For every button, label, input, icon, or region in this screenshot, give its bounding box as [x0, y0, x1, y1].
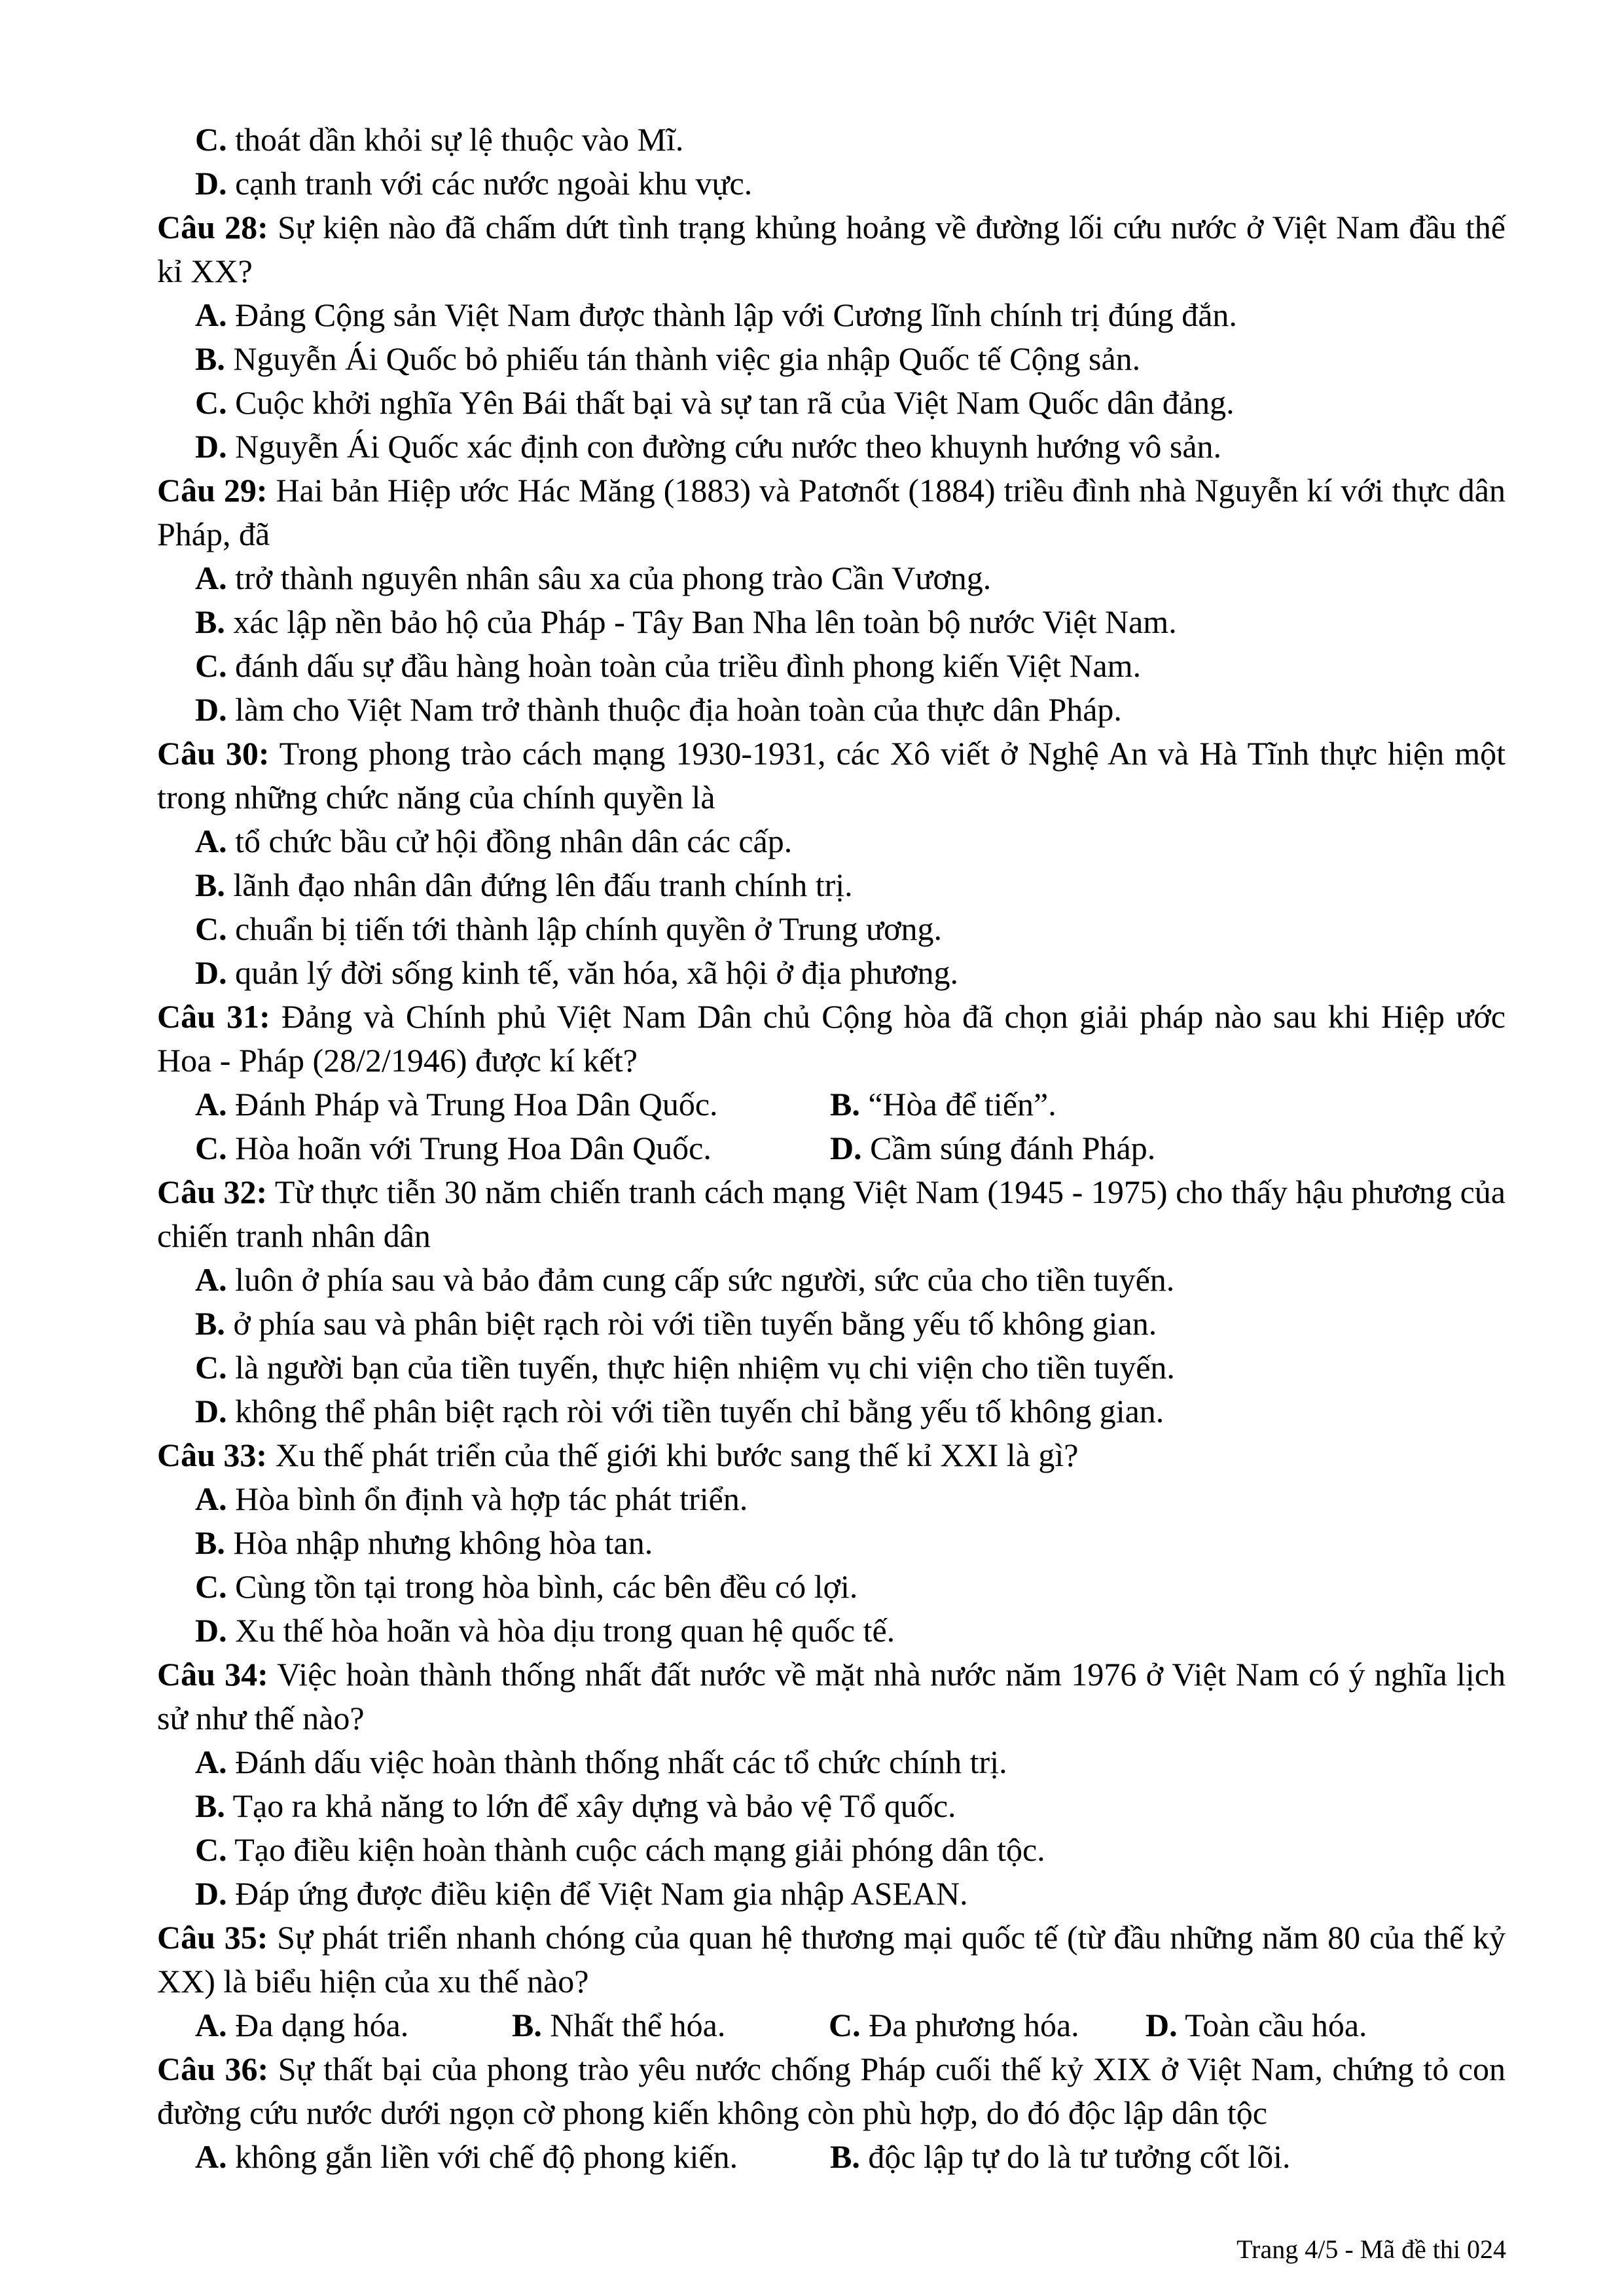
question-text: Trong phong trào cách mạng 1930-1931, các Xô viết ở Nghệ An và Hà Tĩnh thực hiện một trong những chức năng của chính quyền là	[157, 735, 1506, 816]
option-a	[157, 819, 1506, 863]
option-c	[157, 118, 1506, 162]
option-text: “Hòa để tiến”.	[859, 1086, 1056, 1122]
option-text: ở phía sau và phân biệt rạch ròi với tiền tuyến bằng yếu tố không gian.	[225, 1305, 1157, 1342]
option-letter: C.	[195, 121, 227, 158]
option-letter: A.	[195, 1261, 227, 1298]
option-text: cạnh tranh với các nước ngoài khu vực.	[226, 165, 753, 202]
option-letter: B.	[830, 2138, 860, 2175]
option-b	[512, 2003, 829, 2047]
question-30	[157, 732, 1506, 819]
option-letter: A.	[195, 823, 227, 859]
option-letter: D.	[195, 1875, 227, 1912]
option-text: Nguyễn Ái Quốc bỏ phiếu tán thành việc gia nhập Quốc tế Cộng sản.	[225, 340, 1141, 377]
question-33	[157, 1433, 1506, 1477]
option-letter: C.	[195, 1349, 227, 1386]
question-label: Câu 35:	[157, 1919, 268, 1956]
option-d	[157, 688, 1506, 732]
option-c	[157, 1565, 1506, 1609]
option-text: Hòa bình ổn định và hợp tác phát triển.	[226, 1480, 748, 1517]
question-text: Xu thế phát triển của thế giới khi bước sang thế kỉ XXI là gì?	[267, 1437, 1079, 1473]
page-footer: Trang 4/5 - Mã đề thi 024	[1236, 2234, 1506, 2264]
question-text: Đảng và Chính phủ Việt Nam Dân chủ Cộng hòa đã chọn giải pháp nào sau khi Hiệp ước Hoa - Pháp (28/2/1946) được kí kết?	[157, 998, 1506, 1079]
question-text: Hai bản Hiệp ước Hác Măng (1883) và Patơnốt (1884) triều đình nhà Nguyễn kí với thực dân Pháp, đã	[157, 472, 1506, 552]
option-letter: D.	[195, 1393, 227, 1429]
option-c	[157, 1346, 1506, 1390]
option-c	[829, 2003, 1146, 2047]
question-label: Câu 36:	[157, 2051, 269, 2087]
question-label: Câu 32:	[157, 1174, 268, 1210]
option-a	[157, 556, 1506, 600]
option-b	[157, 337, 1506, 381]
option-letter: B.	[195, 1787, 225, 1824]
option-letter: C.	[195, 647, 227, 684]
option-letter: C.	[195, 1130, 227, 1166]
option-letter: D.	[195, 1612, 227, 1649]
question-34	[157, 1653, 1506, 1740]
option-row	[157, 1083, 1506, 1126]
option-text: Hòa nhập nhưng không hòa tan.	[225, 1524, 653, 1561]
option-c	[157, 907, 1506, 951]
option-text: Tạo ra khả năng to lớn để xây dựng và bảo vệ Tổ quốc.	[225, 1787, 956, 1824]
exam-page	[157, 118, 1506, 2212]
option-c	[157, 1828, 1506, 1872]
question-29	[157, 469, 1506, 556]
question-label: Câu 30:	[157, 735, 270, 772]
question-text: Sự thất bại của phong trào yêu nước chống Pháp cuối thế kỷ XIX ở Việt Nam, chứng tỏ con đường cứu nước dưới ngọn cờ phong kiến không còn phù hợp, do đó độc lập dân tộc	[157, 2051, 1506, 2131]
option-d	[830, 1126, 1155, 1170]
option-letter: A.	[195, 2138, 227, 2175]
option-a	[157, 1477, 1506, 1521]
option-text: đánh dấu sự đầu hàng hoàn toàn của triều đình phong kiến Việt Nam.	[226, 647, 1142, 684]
option-text: Cùng tồn tại trong hòa bình, các bên đều có lợi.	[226, 1568, 858, 1605]
option-text: Tạo điều kiện hoàn thành cuộc cách mạng giải phóng dân tộc.	[226, 1831, 1045, 1868]
option-letter: D.	[195, 954, 227, 991]
question-text: Từ thực tiễn 30 năm chiến tranh cách mạng Việt Nam (1945 - 1975) cho thấy hậu phương của chiến tranh nhân dân	[157, 1174, 1506, 1254]
option-text: thoát dần khỏi sự lệ thuộc vào Mĩ.	[226, 121, 684, 158]
option-letter: A.	[195, 1086, 227, 1122]
question-label: Câu 34:	[157, 1656, 268, 1693]
option-letter: A.	[195, 560, 227, 596]
question-31	[157, 995, 1506, 1083]
option-b	[157, 600, 1506, 644]
option-b	[157, 1521, 1506, 1565]
option-text: luôn ở phía sau và bảo đảm cung cấp sức người, sức của cho tiền tuyến.	[226, 1261, 1175, 1298]
option-letter: A.	[195, 2007, 227, 2043]
question-label: Câu 29:	[157, 472, 268, 509]
option-text: Toàn cầu hóa.	[1177, 2007, 1367, 2043]
question-label: Câu 33:	[157, 1437, 268, 1473]
option-text: Nguyễn Ái Quốc xác định con đường cứu nước theo khuynh hướng vô sản.	[226, 428, 1222, 465]
option-a	[195, 1083, 830, 1126]
option-letter: C.	[195, 910, 227, 947]
option-text: Đánh Pháp và Trung Hoa Dân Quốc.	[226, 1086, 718, 1122]
question-36	[157, 2047, 1506, 2135]
option-letter: C.	[195, 384, 227, 421]
option-text: là người bạn của tiền tuyến, thực hiện nhiệm vụ chi viện cho tiền tuyến.	[226, 1349, 1175, 1386]
option-text: Cuộc khởi nghĩa Yên Bái thất bại và sự tan rã của Việt Nam Quốc dân đảng.	[226, 384, 1235, 421]
option-letter: D.	[195, 691, 227, 728]
option-c	[157, 644, 1506, 688]
option-text: không thể phân biệt rạch ròi với tiền tuyến chỉ bằng yếu tố không gian.	[226, 1393, 1164, 1429]
option-d	[157, 1390, 1506, 1433]
option-text: Đa phương hóa.	[860, 2007, 1079, 2043]
option-a	[157, 1258, 1506, 1302]
question-text: Sự kiện nào đã chấm dứt tình trạng khủng hoảng về đường lối cứu nước ở Việt Nam đầu thế kỉ XX?	[157, 209, 1506, 289]
option-letter: B.	[195, 1305, 225, 1342]
option-d	[157, 1872, 1506, 1916]
option-letter: B.	[195, 1524, 225, 1561]
option-letter: B.	[830, 1086, 860, 1122]
option-text: tổ chức bầu cử hội đồng nhân dân các cấp.	[226, 823, 793, 859]
option-a	[157, 1740, 1506, 1784]
option-c	[195, 1126, 830, 1170]
option-c	[157, 381, 1506, 425]
option-text: Đảng Cộng sản Việt Nam được thành lập với Cương lĩnh chính trị đúng đắn.	[226, 296, 1237, 333]
option-a	[195, 2003, 512, 2047]
option-letter: C.	[195, 1568, 227, 1605]
option-row	[157, 2003, 1506, 2047]
option-b	[830, 1083, 1056, 1126]
option-d	[157, 425, 1506, 469]
option-text: quản lý đời sống kinh tế, văn hóa, xã hội ở địa phương.	[226, 954, 958, 991]
option-letter: C.	[195, 1831, 227, 1868]
question-text: Sự phát triển nhanh chóng của quan hệ thương mại quốc tế (từ đầu những năm 80 của thế kỷ XX) là biểu hiện của xu thế nào?	[157, 1919, 1506, 2000]
option-text: trở thành nguyên nhân sâu xa của phong trào Cần Vương.	[226, 560, 992, 596]
option-row	[157, 1126, 1506, 1170]
option-b	[157, 1784, 1506, 1828]
option-text: Xu thế hòa hoãn và hòa dịu trong quan hệ quốc tế.	[226, 1612, 895, 1649]
option-text: Hòa hoãn với Trung Hoa Dân Quốc.	[226, 1130, 712, 1166]
option-letter: A.	[195, 1744, 227, 1780]
question-label: Câu 28:	[157, 209, 268, 245]
option-d	[1146, 2003, 1367, 2047]
option-b	[157, 1302, 1506, 1346]
option-text: chuẩn bị tiến tới thành lập chính quyền ở Trung ương.	[226, 910, 943, 947]
question-28	[157, 206, 1506, 293]
option-a	[157, 293, 1506, 337]
option-text: Đa dạng hóa.	[226, 2007, 409, 2043]
option-letter: B.	[195, 340, 225, 377]
option-b	[830, 2135, 1291, 2179]
option-letter: D.	[195, 428, 227, 465]
option-letter: C.	[829, 2007, 861, 2043]
option-letter: B.	[195, 867, 225, 903]
option-text: Đáp ứng được điều kiện để Việt Nam gia nhập ASEAN.	[226, 1875, 968, 1912]
option-letter: B.	[195, 603, 225, 640]
option-text: lãnh đạo nhân dân đứng lên đấu tranh chính trị.	[225, 867, 853, 903]
question-32	[157, 1170, 1506, 1258]
option-text: xác lập nền bảo hộ của Pháp - Tây Ban Nha lên toàn bộ nước Việt Nam.	[225, 603, 1177, 640]
question-35	[157, 1916, 1506, 2003]
option-letter: B.	[512, 2007, 542, 2043]
option-text: Cầm súng đánh Pháp.	[861, 1130, 1156, 1166]
option-text: làm cho Việt Nam trở thành thuộc địa hoàn toàn của thực dân Pháp.	[226, 691, 1122, 728]
option-letter: D.	[195, 165, 227, 202]
option-row	[157, 2135, 1506, 2179]
option-letter: A.	[195, 1480, 227, 1517]
option-b	[157, 863, 1506, 907]
option-text: độc lập tự do là tư tưởng cốt lõi.	[859, 2138, 1291, 2175]
option-d	[157, 951, 1506, 995]
question-text: Việc hoàn thành thống nhất đất nước về mặt nhà nước năm 1976 ở Việt Nam có ý nghĩa lịch sử như thế nào?	[157, 1656, 1506, 1736]
option-letter: D.	[1146, 2007, 1178, 2043]
option-text: Nhất thể hóa.	[541, 2007, 726, 2043]
option-text: Đánh dấu việc hoàn thành thống nhất các tổ chức chính trị.	[226, 1744, 1007, 1780]
option-a	[195, 2135, 830, 2179]
option-text: không gắn liền với chế độ phong kiến.	[226, 2138, 738, 2175]
option-d	[157, 1609, 1506, 1653]
option-letter: A.	[195, 296, 227, 333]
question-label: Câu 31:	[157, 998, 270, 1035]
option-letter: D.	[830, 1130, 862, 1166]
option-d	[157, 162, 1506, 206]
